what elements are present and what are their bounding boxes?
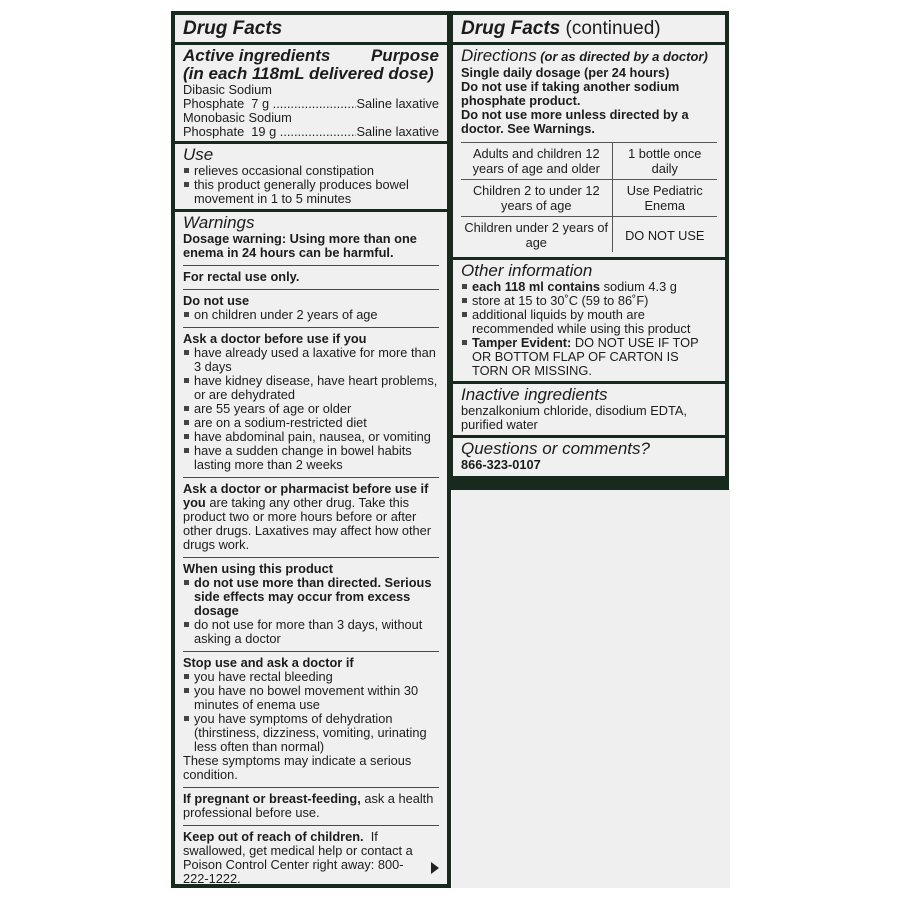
divider [183, 265, 439, 266]
rectal-use-warning: For rectal use only. [183, 269, 300, 284]
list-item: you have rectal bleeding [183, 670, 439, 684]
purpose-heading: Purpose [370, 46, 439, 65]
ask-pharmacist-warning: Ask a doctor or pharmacist before use if you are taking any other drug. Take this product two or more hours before or after other drugs. Laxatives may affect how other drugs work. [183, 481, 432, 552]
list-item: additional liquids by mouth are recommended while using this product [461, 308, 717, 336]
use-heading: Use [183, 145, 214, 164]
age-cell: Adults and children 12 years of age and older [461, 143, 612, 180]
continued-arrow-icon [431, 862, 439, 874]
list-item: are 55 years of age or older [183, 402, 439, 416]
list-item: you have no bowel movement within 30 minutes of enema use [183, 684, 439, 712]
ask-doctor-list [183, 346, 439, 472]
dosage-warning: Dosage warning: Using more than one enema in 24 hours can be harmful. [183, 231, 417, 260]
list-item: do not use for more than 3 days, without asking a doctor [183, 618, 439, 646]
age-cell: Children under 2 years of age [461, 217, 612, 253]
label-background [452, 488, 730, 888]
questions-heading: Questions or comments? [461, 439, 650, 458]
divider [183, 477, 439, 478]
leader-dots [280, 125, 357, 139]
list-item: have kidney disease, have heart problems, or are dehydrated [183, 374, 439, 402]
other-information-heading: Other information [461, 261, 593, 280]
do-not-use-heading: Do not use [183, 293, 250, 308]
inactive-ingredients-section [453, 384, 725, 435]
ingredient-2-purpose: Saline laxative [356, 125, 439, 139]
list-item: Tamper Evident: DO NOT USE IF TOP OR BOTTOM FLAP OF CARTON IS TORN OR MISSING. [461, 336, 717, 378]
ingredient-1-name: Dibasic Sodium [183, 82, 272, 97]
active-ingredients-heading: Active ingredients [183, 46, 331, 65]
warnings-section [175, 212, 447, 884]
table-row [461, 217, 717, 253]
list-item: this product generally produces bowel movement in 1 to 5 minutes [183, 178, 439, 206]
list-item: you have symptoms of dehydration (thirstiness, dizziness, vomiting, urinating less often than normal) [183, 712, 439, 754]
drug-facts-title-box [175, 15, 447, 42]
dose-cell: DO NOT USE [612, 217, 717, 253]
inactive-ingredients-text: benzalkonium chloride, disodium EDTA, purified water [461, 403, 687, 432]
leader-dots [273, 97, 357, 111]
directions-line-1: Single daily dosage (per 24 hours) [461, 65, 670, 80]
divider [183, 787, 439, 788]
other-information-list [461, 280, 717, 378]
questions-section [453, 438, 725, 476]
ask-doctor-heading: Ask a doctor before use if you [183, 331, 367, 346]
list-item: have a sudden change in bowel habits lasting more than 2 weeks [183, 444, 439, 472]
table-row [461, 143, 717, 180]
do-not-use-list [183, 308, 439, 322]
warnings-heading: Warnings [183, 213, 255, 232]
when-using-heading: When using this product [183, 561, 333, 576]
age-cell: Children 2 to under 12 years of age [461, 180, 612, 217]
dose-cell: Use Pediatric Enema [612, 180, 717, 217]
drug-facts-continued-title: Drug Facts (continued) [461, 18, 661, 39]
ingredient-1-row: Phosphate 7 g ..... Saline laxative [183, 97, 439, 111]
list-item: do not use more than directed. Serious side effects may occur from excess dosage [183, 576, 439, 618]
stop-use-heading: Stop use and ask a doctor if [183, 655, 354, 670]
drug-facts-panel-right [449, 11, 729, 490]
list-item: relieves occasional constipation [183, 164, 439, 178]
directions-line-2: Do not use if taking another sodium phosphate product. [461, 79, 680, 108]
drug-facts-panel-left [171, 11, 451, 888]
active-ingredients-section [175, 45, 447, 141]
table-row [461, 180, 717, 217]
divider [183, 557, 439, 558]
when-using-list [183, 576, 439, 646]
list-item: have abdominal pain, nausea, or vomiting [183, 430, 439, 444]
dosage-table [461, 142, 717, 252]
divider [183, 327, 439, 328]
divider [183, 651, 439, 652]
use-section [175, 144, 447, 209]
directions-line-3: Do not use more unless directed by a doctor. See Warnings. [461, 107, 689, 136]
inactive-ingredients-heading: Inactive ingredients [461, 385, 608, 404]
other-information-section [453, 260, 725, 381]
divider [183, 825, 439, 826]
divider [183, 289, 439, 290]
ingredient-2-name: Monobasic Sodium [183, 110, 292, 125]
directions-section [453, 45, 725, 257]
ingredient-1-purpose: Saline laxative [356, 97, 439, 111]
use-list [183, 164, 439, 206]
questions-phone: 866-323-0107 [461, 457, 541, 472]
stop-use-note: These symptoms may indicate a serious condition. [183, 753, 412, 782]
stop-use-list [183, 670, 439, 754]
drug-facts-continued-title-box [453, 15, 725, 42]
drug-facts-title: Drug Facts [183, 18, 283, 39]
pregnancy-warning: If pregnant or breast-feeding, ask a health professional before use. [183, 791, 434, 820]
list-item: on children under 2 years of age [183, 308, 439, 322]
list-item: have already used a laxative for more than 3 days [183, 346, 439, 374]
keep-out-of-reach-warning: Keep out of reach of children. If swallowed, get medical help or contact a Poison Control Center right away: 800-222-1222. [183, 829, 417, 886]
list-item: each 118 ml contains sodium 4.3 g [461, 280, 717, 294]
list-item: store at 15 to 30˚C (59 to 86˚F) [461, 294, 717, 308]
dose-cell: 1 bottle once daily [612, 143, 717, 180]
directions-heading: Directions (or as directed by a doctor) [461, 46, 708, 65]
ingredient-2-row: Phosphate 19 g ..... Saline laxative [183, 125, 439, 139]
active-ingredients-subheading: (in each 118mL delivered dose) [183, 64, 434, 83]
list-item: are on a sodium-restricted diet [183, 416, 439, 430]
